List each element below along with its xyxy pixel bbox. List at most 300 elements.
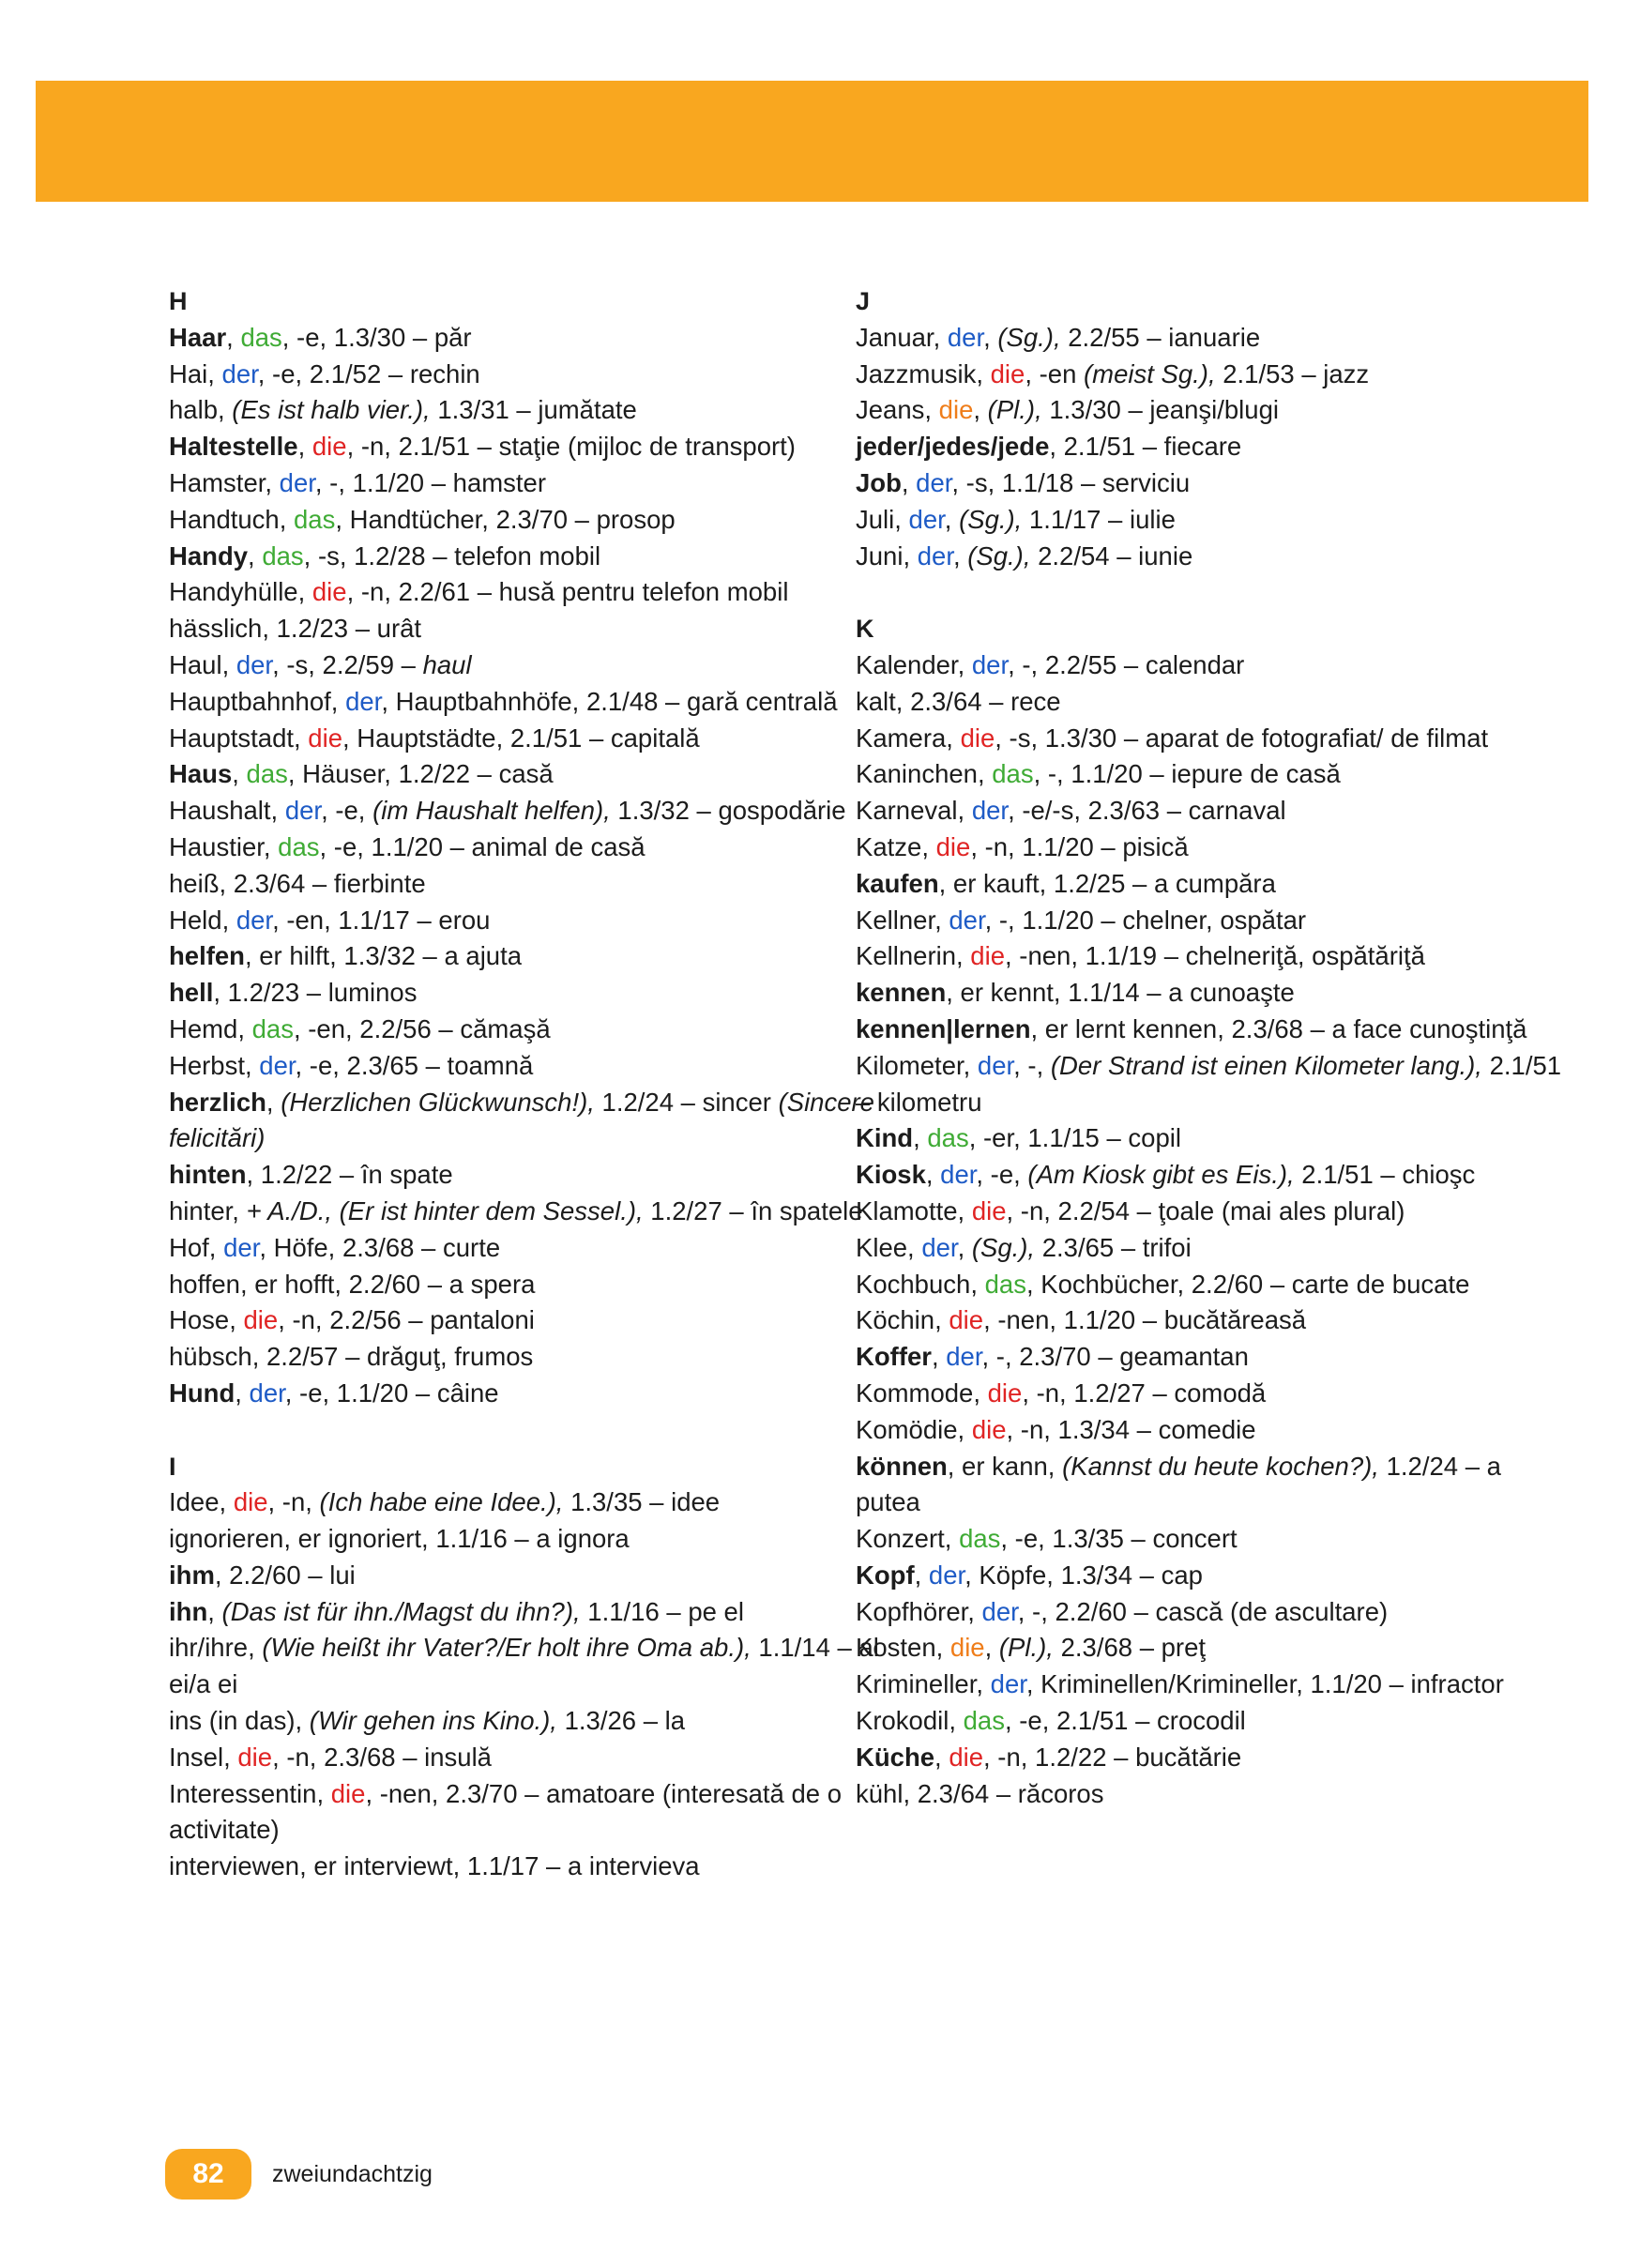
entry-text: , -en, 2.2/56 – cămaşă (293, 1013, 551, 1043)
headword: Jazzmusik (856, 358, 977, 388)
gender-article: der (259, 1050, 296, 1080)
headword: Kellner (856, 905, 935, 935)
dictionary-entry: Klamotte, die, -n, 2.2/54 – ţoale (mai ales plural) (856, 1195, 1405, 1225)
entry-text: , Handtücher, 2.3/70 – prosop (335, 504, 676, 534)
gender-article: das (984, 1269, 1026, 1299)
entry-text: , Hauptstädte, 2.1/51 – capitală (342, 723, 700, 753)
gender-article: der (223, 1232, 260, 1262)
dictionary-entry (856, 1449, 1569, 1522)
headword: ihr/ihre (169, 1633, 249, 1663)
headword: hoffen (169, 1269, 240, 1299)
gender-article: die (970, 941, 1005, 971)
entry-text: , -n, 2.2/56 – pantaloni (278, 1305, 535, 1335)
dictionary-entry: Kommode, die, -n, 1.2/27 – comodă (856, 1378, 1267, 1408)
section-letter: I (169, 1452, 176, 1481)
headword: Kommode (856, 1378, 974, 1408)
entry-text: 1.2/24 – sincer (594, 1087, 779, 1117)
dictionary-entry: Haar, das, -e, 1.3/30 – păr (169, 322, 472, 352)
headword: Hai (169, 358, 208, 388)
entry-text: , -en, 1.1/17 – erou (272, 905, 491, 935)
entry-text: 2.1/51 – kilometru (856, 1050, 1562, 1117)
headword: kühl (856, 1778, 904, 1808)
gender-article: der (971, 649, 1009, 679)
gender-article: der (284, 796, 322, 826)
headword: kalt (856, 686, 896, 716)
dictionary-entry: Kiosk, der, -e, (Am Kiosk gibt es Eis.), 2.1/51 – chioşc (856, 1160, 1476, 1190)
gender-article: der (946, 1342, 982, 1372)
dictionary-entry: Herbst, der, -e, 2.3/65 – toamnă (169, 1050, 534, 1080)
entry-text: , -s, 1.3/30 – aparat de fotografiat/ de filmat (995, 723, 1489, 753)
entry-text: , 1.2/23 – luminos (213, 978, 418, 1008)
dictionary-entry: Hauptbahnhof, der, Hauptbahnhöfe, 2.1/48 – gară centrală (169, 686, 838, 716)
entry-text: , -n, 2.2/61 – husă pentru telefon mobil (346, 577, 789, 607)
example-text: (Sg.), (971, 1232, 1036, 1262)
headword: kennen (856, 978, 947, 1008)
entry-text: , (266, 1087, 281, 1117)
dictionary-entry (169, 1085, 882, 1158)
headword: Kamera (856, 723, 947, 753)
entry-text: , -e, 1.1/20 – câine (284, 1378, 499, 1408)
headword: ignorieren (169, 1524, 284, 1554)
headword: Haul (169, 649, 222, 679)
dictionary-entry: Idee, die, -n, (Ich habe eine Idee.), 1.3/35 – idee (169, 1487, 721, 1517)
entry-text: , (973, 395, 988, 425)
dictionary-entry: Kopf, der, Köpfe, 1.3/34 – cap (856, 1560, 1203, 1590)
gender-article: die (971, 1195, 1007, 1225)
gender-article: die (987, 1378, 1023, 1408)
dictionary-entry: Hauptstadt, die, Hauptstädte, 2.1/51 – capitală (169, 723, 700, 753)
gender-article: das (262, 540, 304, 571)
dictionary-entry (856, 975, 1569, 1012)
headword: hübsch (169, 1342, 252, 1372)
dictionary-entry: Köchin, die, -nen, 1.1/20 – bucătăreasă (856, 1305, 1307, 1335)
entry-text: , 2.2/57 – drăguţ, frumos (251, 1342, 534, 1372)
headword: Kilometer (856, 1050, 964, 1080)
headword: Kopf (856, 1560, 915, 1590)
dictionary-entry (856, 684, 1569, 721)
dictionary-entry (856, 1012, 1569, 1048)
gender-article: der (908, 504, 945, 534)
entry-text: , -n, 1.2/22 – bucătărie (983, 1742, 1242, 1772)
entry-text: , Häuser, 1.2/22 – casă (287, 759, 554, 789)
headword: Hose (169, 1305, 230, 1335)
headword: Jeans (856, 395, 925, 425)
dictionary-entry (169, 1267, 882, 1303)
dictionary-entry (169, 611, 882, 647)
gender-article: der (279, 467, 315, 497)
entry-text: , Hauptbahnhöfe, 2.1/48 – gară centrală (381, 686, 838, 716)
entry-text: , -, 1.1/20 – hamster (314, 467, 546, 497)
entry-text: , -, (1013, 1050, 1051, 1080)
entry-text: , -s, 1.2/28 – telefon mobil (303, 540, 601, 571)
entry-text: , (984, 1633, 999, 1663)
entry-text: , Köpfe, 1.3/34 – cap (964, 1560, 1203, 1590)
dictionary-entry: Kilometer, der, -, (Der Strand ist einen Kilometer lang.), 2.1/51 – kilometru (856, 1050, 1562, 1117)
gender-article: das (240, 322, 282, 352)
example-text: (Das ist für ihn./Magst du ihn?), (221, 1596, 581, 1626)
gender-article: das (992, 759, 1034, 789)
entry-text: , (248, 1633, 263, 1663)
headword: Klamotte (856, 1195, 958, 1225)
headword: hässlich (169, 614, 263, 644)
headword: Hamster (169, 467, 266, 497)
headword: Kind (856, 1123, 914, 1153)
gender-article: die (949, 1742, 984, 1772)
entry-text: 2.2/55 – ianuarie (1060, 322, 1261, 352)
dictionary-entry: Handtuch, das, Handtücher, 2.3/70 – prosop (169, 504, 676, 534)
example-text: (meist Sg.), (1084, 358, 1216, 388)
dictionary-entry (856, 1776, 1569, 1813)
dictionary-entry: Hamster, der, -, 1.1/20 – hamster (169, 467, 546, 497)
headword: Haar (169, 322, 227, 352)
entry-text: 2.1/51 – chioşc (1294, 1160, 1476, 1190)
gender-article: der (235, 905, 273, 935)
example-text: (Wie heißt ihr Vater?/Er holt ihre Oma ab.), (262, 1633, 752, 1663)
dictionary-entry (169, 1157, 882, 1194)
gender-article: der (345, 686, 382, 716)
headword: Handy (169, 540, 249, 571)
headword: Idee (169, 1487, 220, 1517)
gender-article: der (981, 1596, 1018, 1626)
entry-text: 2.3/68 – preţ (1053, 1633, 1207, 1663)
dictionary-entry: Kellner, der, -, 1.1/20 – chelner, ospătar (856, 905, 1307, 935)
headword: Krokodil (856, 1706, 949, 1736)
gender-article: die (938, 395, 974, 425)
dictionary-entry: Katze, die, -n, 1.1/20 – pisică (856, 831, 1189, 861)
entry-text: , -, 1.1/20 – iepure de casă (1033, 759, 1341, 789)
dictionary-entry (169, 866, 882, 903)
entry-text: , -e, 1.3/35 – concert (1000, 1524, 1238, 1554)
example-text: (Es ist halb vier.), (232, 395, 431, 425)
gender-article: die (971, 1414, 1007, 1444)
dictionary-entry (169, 975, 882, 1012)
dictionary-entry: Kind, das, -er, 1.1/15 – copil (856, 1123, 1181, 1153)
section-letter: K (856, 615, 874, 644)
entry-text: , -s, 2.2/59 – (272, 649, 423, 679)
entry-text: , er hofft, 2.2/60 – a spera (239, 1269, 536, 1299)
headword: Haushalt (169, 796, 271, 826)
headword: jeder/jedes/jede (856, 432, 1050, 462)
gender-article: der (949, 905, 985, 935)
dictionary-entry: Jazzmusik, die, -en (meist Sg.), 2.1/53 – jazz (856, 358, 1370, 388)
dictionary-entry: Januar, der, (Sg.), 2.2/55 – ianuarie (856, 322, 1261, 352)
entry-text: , -e, (321, 796, 373, 826)
entry-text: 1.3/35 – idee (563, 1487, 721, 1517)
entry-text: (in das), (202, 1706, 310, 1736)
gender-article: die (949, 1633, 985, 1663)
entry-text: , er interviewt, 1.1/17 – a intervieva (299, 1851, 700, 1881)
dictionary-entry (856, 429, 1569, 465)
headword: Kosten (856, 1633, 936, 1663)
entry-text: , -nen, 1.1/20 – bucătăreasă (983, 1305, 1307, 1335)
gender-article: der (235, 649, 273, 679)
entry-text: , er ignoriert, 1.1/16 – a ignora (283, 1524, 630, 1554)
entry-text: , 1.2/22 – în spate (246, 1160, 453, 1190)
headword: Kiosk (856, 1160, 926, 1190)
entry-text: , -e, 1.3/30 – păr (281, 322, 472, 352)
entry-text: 1.3/31 – jumătate (430, 395, 637, 425)
gender-article: die (330, 1778, 366, 1808)
entry-text: , (983, 322, 998, 352)
entry-text: , 2.3/64 – fierbinte (219, 868, 426, 898)
headword: hell (169, 978, 214, 1008)
dictionary-entry: Klee, der, (Sg.), 2.3/65 – trifoi (856, 1232, 1192, 1262)
dictionary-entry: Handy, das, -s, 1.2/28 – telefon mobil (169, 540, 601, 571)
entry-text: , (232, 1195, 247, 1225)
entry-text: , Kriminellen/Krimineller, 1.1/20 – infractor (1025, 1669, 1504, 1699)
example-text: (Wir gehen ins Kino.), (309, 1706, 557, 1736)
dictionary-entry (169, 1194, 882, 1230)
dictionary-entry: Hund, der, -e, 1.1/20 – câine (169, 1378, 499, 1408)
entry-text: , 2.2/60 – lui (214, 1560, 356, 1590)
entry-text: , (957, 1232, 972, 1262)
headword: ins (169, 1706, 203, 1736)
headword: Kellnerin (856, 941, 957, 971)
gender-article: die (960, 723, 995, 753)
entry-text: , -nen, 2.3/70 – amatoare (interesată de o activitate) (169, 1778, 842, 1845)
dictionary-entry (169, 1849, 882, 1885)
entry-text: , -e, 1.1/20 – animal de casă (319, 831, 645, 861)
entry-text: 2.1/53 – jazz (1215, 358, 1370, 388)
headword: Katze (856, 831, 922, 861)
headword: Handyhülle (169, 577, 298, 607)
example-text: (Pl.), (998, 1633, 1054, 1663)
example-text: (Sincere felicitări) (169, 1087, 874, 1153)
example-text: (Herzlichen Glückwunsch!), (281, 1087, 595, 1117)
entry-text: , -e, 2.1/52 – rechin (257, 358, 480, 388)
example-text: (Sg.), (997, 322, 1061, 352)
headword: Juli (856, 504, 895, 534)
entry-text: , -n, 2.1/51 – staţie (mijloc de transport) (346, 432, 796, 462)
dictionary-entry: Handyhülle, die, -n, 2.2/61 – husă pentru telefon mobil (169, 577, 789, 607)
entry-text: 1.1/17 – iulie (1022, 504, 1176, 534)
page-footer (165, 2149, 433, 2200)
dictionary-entry: Kamera, die, -s, 1.3/30 – aparat de fotografiat/ de filmat (856, 723, 1489, 753)
gender-article: das (963, 1706, 1005, 1736)
headword: herzlich (169, 1087, 266, 1117)
headword: Hauptbahnhof (169, 686, 331, 716)
dictionary-entry: Haltestelle, die, -n, 2.1/51 – staţie (mijloc de transport) (169, 432, 796, 462)
dictionary-entry: Koffer, der, -, 2.3/70 – geamantan (856, 1342, 1249, 1372)
gender-article: die (233, 1487, 268, 1517)
gender-article: die (308, 723, 342, 753)
entry-text: , -s, 1.1/18 – serviciu (951, 467, 1191, 497)
entry-text: , -er, 1.1/15 – copil (968, 1123, 1181, 1153)
entry-text: , (218, 395, 233, 425)
entry-text: 2.3/65 – trifoi (1035, 1232, 1192, 1262)
dictionary-entry (169, 1521, 882, 1558)
dictionary-entry: Komödie, die, -n, 1.3/34 – comedie (856, 1414, 1256, 1444)
gender-article: die (949, 1305, 984, 1335)
entry-text: , -, 2.3/70 – geamantan (981, 1342, 1249, 1372)
section-letter: J (856, 287, 871, 315)
entry-text: , -n, 1.2/27 – comodă (1022, 1378, 1267, 1408)
dictionary-entry: Krimineller, der, Kriminellen/Krimineller, 1.1/20 – infractor (856, 1669, 1504, 1699)
gender-article: die (243, 1305, 279, 1335)
dictionary-entry: Haushalt, der, -e, (im Haushalt helfen), 1.3/32 – gospodărie (169, 796, 846, 826)
right-column (856, 283, 1569, 1812)
entry-text: , 1.2/23 – urât (262, 614, 422, 644)
gender-article: die (311, 577, 347, 607)
gender-article: das (959, 1524, 1001, 1554)
gender-article: das (251, 1013, 294, 1043)
dictionary-entry: Kosten, die, (Pl.), 2.3/68 – preţ (856, 1633, 1207, 1663)
headword: halb (169, 395, 218, 425)
dictionary-entry: Kalender, der, -, 2.2/55 – calendar (856, 649, 1245, 679)
entry-text: 1.2/24 – a putea (856, 1451, 1501, 1517)
headword: kennen|lernen (856, 1013, 1031, 1043)
headword: ihn (169, 1596, 208, 1626)
gender-article: der (917, 540, 953, 571)
example-text: (Pl.), (987, 395, 1042, 425)
dictionary-entry (169, 1630, 882, 1703)
headword: Koffer (856, 1342, 932, 1372)
entry-text: , 2.3/64 – rece (895, 686, 1061, 716)
gender-article: die (935, 831, 971, 861)
headword: Herbst (169, 1050, 245, 1080)
page-number-word: zweiundachtzig (272, 2160, 433, 2187)
left-column (169, 283, 882, 1885)
example-text: (Der Strand ist einen Kilometer lang.), (1050, 1050, 1482, 1080)
entry-text: , Höfe, 2.3/68 – curte (259, 1232, 501, 1262)
entry-text: , -n, 2.3/68 – insulă (272, 1742, 492, 1772)
headword: Kaninchen (856, 759, 978, 789)
headword: Haustier (169, 831, 264, 861)
page-number-badge: 82 (165, 2149, 251, 2200)
dictionary-entry: Interessentin, die, -nen, 2.3/70 – amatoare (interesată de o activitate) (169, 1778, 842, 1845)
entry-text: , -e/-s, 2.3/63 – carnaval (1008, 796, 1286, 826)
gender-article: der (916, 467, 952, 497)
headword: Januar (856, 322, 934, 352)
entry-text: 1.1/16 – pe el (580, 1596, 744, 1626)
headword: Handtuch (169, 504, 280, 534)
headword: hinter (169, 1195, 233, 1225)
gender-article: der (947, 322, 984, 352)
dictionary-entry: Haul, der, -s, 2.2/59 – haul (169, 649, 472, 679)
headword: Kochbuch (856, 1269, 971, 1299)
gender-article: der (249, 1378, 285, 1408)
headword: helfen (169, 941, 245, 971)
gender-article: die (990, 358, 1025, 388)
dictionary-entry: Jeans, die, (Pl.), 1.3/30 – jeanşi/blugi (856, 395, 1279, 425)
headword: Konzert (856, 1524, 945, 1554)
dictionary-entry: Haus, das, Häuser, 1.2/22 – casă (169, 759, 554, 789)
entry-text: , -e, 2.3/65 – toamnă (295, 1050, 534, 1080)
entry-text: 1.3/32 – gospodărie (610, 796, 846, 826)
dictionary-entry (856, 866, 1569, 903)
headword: Hemd (169, 1013, 238, 1043)
gender-article: die (311, 432, 347, 462)
headword: hinten (169, 1160, 247, 1190)
headword: ihm (169, 1560, 215, 1590)
headword: interviewen (169, 1851, 300, 1881)
entry-text: 1.1/14 – al ei/a ei (169, 1633, 879, 1699)
example-text: (Sg.), (967, 540, 1031, 571)
dictionary-entry: Held, der, -en, 1.1/17 – erou (169, 905, 491, 935)
headword: Karneval (856, 796, 958, 826)
headword: Hof (169, 1232, 209, 1262)
dictionary-entry (169, 1703, 882, 1740)
headword: Haus (169, 759, 233, 789)
headword: Kalender (856, 649, 958, 679)
headword: Held (169, 905, 222, 935)
headword: Job (856, 467, 902, 497)
headword: Hund (169, 1378, 235, 1408)
entry-text: , -, 2.2/55 – calendar (1008, 649, 1245, 679)
headword: Klee (856, 1232, 908, 1262)
entry-text: , (944, 504, 960, 534)
entry-text: 1.2/27 – în spatele (643, 1195, 863, 1225)
gender-article: das (294, 504, 336, 534)
example-text: (Am Kiosk gibt es Eis.), (1027, 1160, 1295, 1190)
headword: heiß (169, 868, 220, 898)
headword: Köchin (856, 1305, 935, 1335)
gender-article: das (278, 831, 320, 861)
headword: Interessentin (169, 1778, 317, 1808)
headword: Haltestelle (169, 432, 298, 462)
dictionary-entry (169, 1558, 882, 1594)
entry-text: , -e, 2.1/51 – crocodil (1004, 1706, 1246, 1736)
example-text: haul (422, 649, 472, 679)
gender-article: der (221, 358, 258, 388)
dictionary-entry: Job, der, -s, 1.1/18 – serviciu (856, 467, 1191, 497)
example-text: (im Haushalt helfen), (372, 796, 611, 826)
headword: Krimineller (856, 1669, 977, 1699)
example-text: (Ich habe eine Idee.), (319, 1487, 564, 1517)
entry-text: 1.3/30 – jeanşi/blugi (1041, 395, 1279, 425)
dictionary-entry: Hai, der, -e, 2.1/52 – rechin (169, 358, 480, 388)
dictionary-entry: Kochbuch, das, Kochbücher, 2.2/60 – carte de bucate (856, 1269, 1470, 1299)
dictionary-entry: Hose, die, -n, 2.2/56 – pantaloni (169, 1305, 535, 1335)
entry-text: , -n, (267, 1487, 320, 1517)
entry-text: , er kann, (947, 1451, 1063, 1481)
dictionary-entry (169, 1339, 882, 1376)
headword: kaufen (856, 868, 939, 898)
dictionary-entry: Juni, der, (Sg.), 2.2/54 – iunie (856, 540, 1193, 571)
dictionary-entry: Kellnerin, die, -nen, 1.1/19 – chelneriţă, ospătăriţă (856, 941, 1425, 971)
example-text: (Sg.), (959, 504, 1023, 534)
headword: Insel (169, 1742, 224, 1772)
headword: können (856, 1451, 948, 1481)
entry-text: , -, 1.1/20 – chelner, ospătar (984, 905, 1307, 935)
gender-article: der (977, 1050, 1014, 1080)
dictionary-entry: Küche, die, -n, 1.2/22 – bucătărie (856, 1742, 1242, 1772)
example-text: + A./D., (Er ist hinter dem Sessel.), (246, 1195, 644, 1225)
entry-text: 2.2/54 – iunie (1030, 540, 1193, 571)
gender-article: das (927, 1123, 969, 1153)
dictionary-entry (169, 1594, 882, 1631)
dictionary-entry: Hemd, das, -en, 2.2/56 – cămaşă (169, 1013, 551, 1043)
entry-text: , er kennt, 1.1/14 – a cunoaşte (946, 978, 1295, 1008)
entry-text: 1.3/26 – la (556, 1706, 686, 1736)
entry-text: , -n, 1.3/34 – comedie (1006, 1414, 1256, 1444)
dictionary-entry: Kopfhörer, der, -, 2.2/60 – cască (de ascultare) (856, 1596, 1389, 1626)
dictionary-entry: Haustier, das, -e, 1.1/20 – animal de casă (169, 831, 645, 861)
entry-text: , -, 2.2/60 – cască (de ascultare) (1017, 1596, 1389, 1626)
entry-text: , -e, (976, 1160, 1028, 1190)
gender-article: der (971, 796, 1009, 826)
gender-article: die (237, 1742, 273, 1772)
gender-article: das (246, 759, 288, 789)
entry-text: , er hilft, 1.3/32 – a ajuta (244, 941, 523, 971)
entry-text: , (952, 540, 968, 571)
entry-text: , -en (1025, 358, 1085, 388)
gender-article: der (990, 1669, 1026, 1699)
dictionary-entry (169, 392, 882, 429)
section-letter: H (169, 287, 188, 315)
entry-text: , er lernt kennen, 2.3/68 – a face cunoştinţă (1030, 1013, 1527, 1043)
entry-text: , -n, 2.2/54 – ţoale (mai ales plural) (1006, 1195, 1405, 1225)
